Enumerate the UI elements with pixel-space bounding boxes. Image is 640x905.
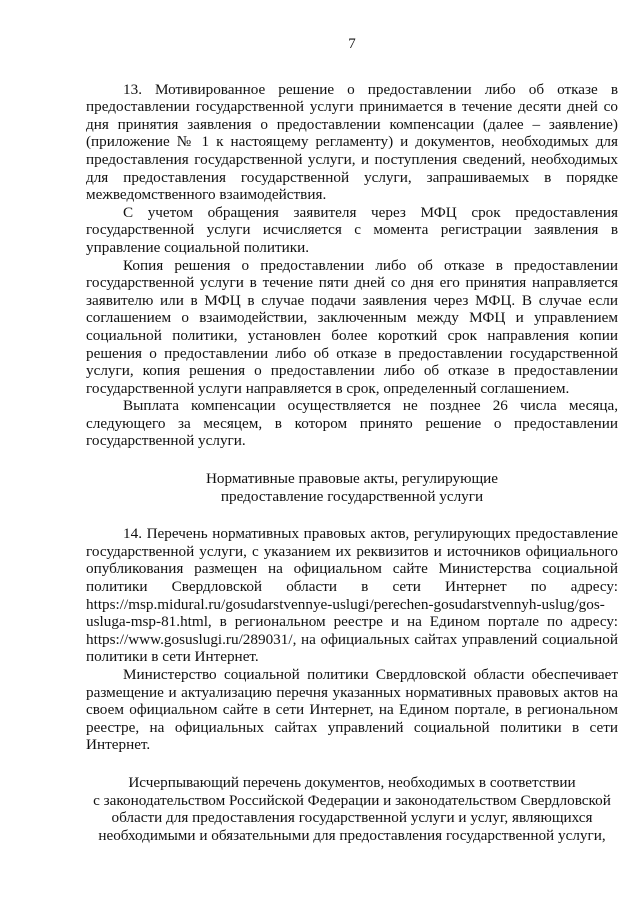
section-heading-documents <box>86 774 618 844</box>
heading-line: Исчерпывающий перечень документов, необходимых в соответствии <box>128 773 576 791</box>
paragraph-mfc-term: С учетом обращения заявителя через МФЦ срок предоставления государственной услуги исчисляется с момента регистрации заявления в управление социальной политики. <box>86 203 618 256</box>
heading-line: необходимыми и обязательными для предоставления государственной услуги, <box>98 826 606 844</box>
page-number: 7 <box>348 36 356 52</box>
paragraph-decision-copy: Копия решения о предоставлении либо об отказе в предоставлении государственной услуги в течение пяти дней со дня его принятия направляется заявителю или в МФЦ в случае подачи заявления через МФЦ. В случае если соглашением о взаимодействии, заключенным между МФЦ и управлением социальной политики, установлен более короткий срок направления копии решения о предоставлении либо об отказе в предоставлении государственной услуги, копия решения о предоставлении либо об отказе в предоставлении государственной услуги направляется в срок, определенный соглашением. <box>86 256 618 397</box>
paragraph-13: 13. Мотивированное решение о предоставлении либо об отказе в предоставлении государственной услуги принимается в течение десяти дней со дня принятия заявления о предоставлении компенсации (далее – заявление) (приложение № 1 к настоящему регламенту) и документов, необходимых для предоставления государственной услуги, и поступления сведений, необходимых для предоставления государственной услуги, запрашиваемых в порядке межведомственного взаимодействия. <box>86 80 618 204</box>
paragraph-payment: Выплата компенсации осуществляется не позднее 26 числа месяца, следующего за месяцем, в котором принято решение о предоставлении государственной услуги. <box>86 397 618 450</box>
section-heading-legal-acts: Нормативные правовые акты, регулирующие предоставление государственной услуги <box>205 470 499 505</box>
paragraph-14: 14. Перечень нормативных правовых актов, регулирующих предоставление государственной услуги, с указанием их реквизитов и источников официального опубликования размещен на официальном сайте Министерства социальной политики Свердловской области в сети Интернет по адресу: https://msp.midural.ru/gosudarstvennye-uslugi/perechen-gosudarstvennyh-uslug/gos-usluga-msp-81.html, в региональном реестре и на Едином портале по адресу: https://www.gosuslugi.ru/289031/, на официальных сайтах управлений социальной политики в сети Интернет. <box>86 525 618 666</box>
heading-line: области для предоставления государственной услуги и услуг, являющихся <box>111 809 593 827</box>
paragraph-ministry: Министерство социальной политики Свердловской области обеспечивает размещение и актуализацию перечня указанных нормативных правовых актов на своем официальном сайте в сети Интернет, на Едином портале, в региональном реестре, на официальных сайтах управлений социальной политики в сети Интернет. <box>86 666 618 754</box>
heading-line: с законодательством Российской Федерации и законодательством Свердловской <box>93 791 611 809</box>
